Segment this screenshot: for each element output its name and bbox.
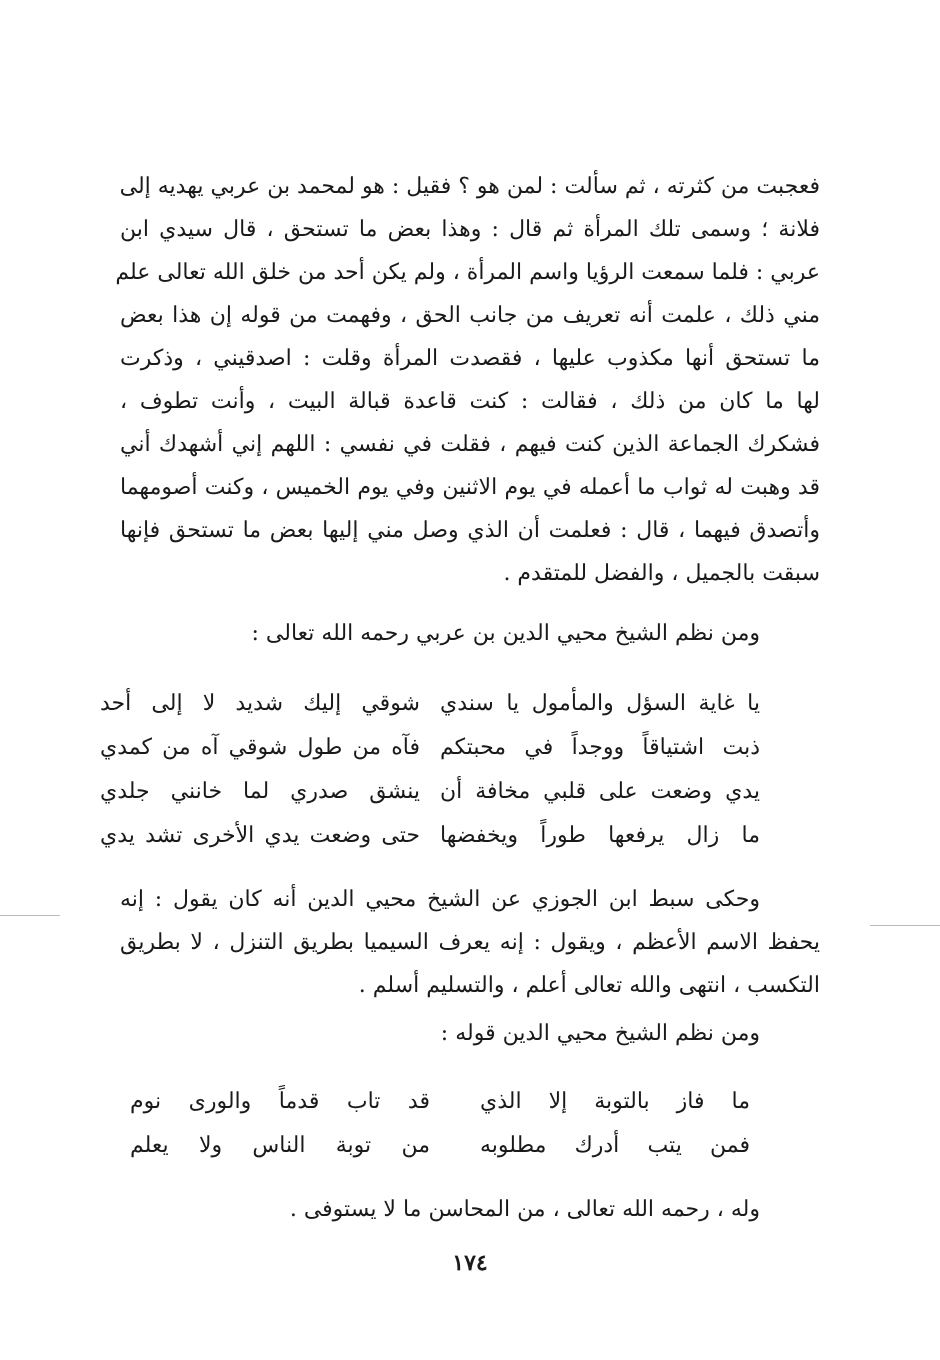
text-line: وحكى سبط ابن الجوزي عن الشيخ محيي الدين أنه كان يقول : إنه (120, 887, 760, 912)
poem-block (130, 1080, 750, 1168)
verse-first-hemistich: فمن يتب أدرك مطلوبه (480, 1133, 750, 1158)
paragraph-second (120, 878, 820, 1007)
text-line: لها ما كان من ذلك ، فقالت : كنت قاعدة قبالة البيت ، وأنت تطوف ، (120, 389, 820, 414)
verse-first-hemistich: ما زال يرفعها طوراً ويخفضها (440, 823, 760, 848)
poem-block (100, 682, 760, 858)
poem-intro: ومن نظم الشيخ محيي الدين قوله : (440, 1021, 760, 1046)
verse-second-hemistich: شوقي إليك شديد لا إلى أحد (100, 691, 420, 716)
page-number: ١٧٤ (452, 1250, 488, 1276)
poem-verse (130, 1080, 750, 1124)
margin-mark (0, 915, 60, 916)
poem-verse (100, 682, 760, 726)
poem-verse (100, 814, 760, 858)
closing-line: وله ، رحمه الله تعالى ، من المحاسن ما لا يستوفى . (289, 1197, 760, 1222)
verse-second-hemistich: حتى وضعت يدي الأخرى تشد يدي (100, 823, 420, 848)
verse-second-hemistich: قد تاب قدماً والورى نوم (130, 1089, 430, 1114)
text-line: فعجبت من كثرته ، ثم سألت : لمن هو ؟ فقيل : هو لمحمد بن عربي يهديه إلى (119, 174, 820, 199)
poem-verse (100, 770, 760, 814)
text-line: التكسب ، انتهى والله تعالى أعلم ، والتسليم أسلم . (358, 973, 820, 998)
text-line: سبقت بالجميل ، والفضل للمتقدم . (503, 561, 820, 586)
verse-first-hemistich: يدي وضعت على قلبي مخافة أن (440, 779, 760, 804)
text-line: مني ذلك ، علمت أنه تعريف من جانب الحق ، وفهمت من قوله إن هذا بعض (120, 303, 820, 328)
text-line: وأتصدق فيهما ، قال : فعلمت أن الذي وصل مني إليها بعض ما تستحق فإنها (120, 518, 820, 543)
verse-second-hemistich: ينشق صدري لما خانني جلدي (100, 779, 420, 804)
text-line: يحفظ الاسم الأعظم ، ويقول : إنه يعرف السيميا بطريق التنزل ، لا بطريق (120, 930, 820, 955)
text-line: ما تستحق أنها مكذوب عليها ، فقصدت المرأة وقلت : اصدقيني ، وذكرت (120, 346, 820, 371)
text-line: فلانة ؛ وسمى تلك المرأة ثم قال : وهذا بعض ما تستحق ، قال سيدي ابن (120, 217, 820, 242)
poem-verse (130, 1124, 750, 1168)
verse-second-hemistich: فآه من طول شوقي آه من كمدي (100, 735, 420, 760)
text-line: عربي : فلما سمعت الرؤيا واسم المرأة ، ولم يكن أحد من خلق الله تعالى علم (115, 260, 820, 285)
verse-second-hemistich: من توبة الناس ولا يعلم (130, 1133, 430, 1158)
text-line: فشكرك الجماعة الذين كنت فيهم ، فقلت في نفسي : اللهم إني أشهدك أني (120, 432, 820, 457)
verse-first-hemistich: يا غاية السؤل والمأمول يا سندي (440, 691, 760, 716)
paragraph-main (115, 165, 820, 595)
poem-intro: ومن نظم الشيخ محيي الدين بن عربي رحمه الله تعالى : (251, 621, 760, 646)
margin-mark (870, 925, 940, 926)
text-line: قد وهبت له ثواب ما أعمله في يوم الاثنين وفي يوم الخميس ، وكنت أصومهما (120, 475, 820, 500)
poem-verse (100, 726, 760, 770)
verse-first-hemistich: ذبت اشتياقاً ووجداً في محبتكم (440, 735, 760, 760)
verse-first-hemistich: ما فاز بالتوبة إلا الذي (480, 1089, 750, 1114)
